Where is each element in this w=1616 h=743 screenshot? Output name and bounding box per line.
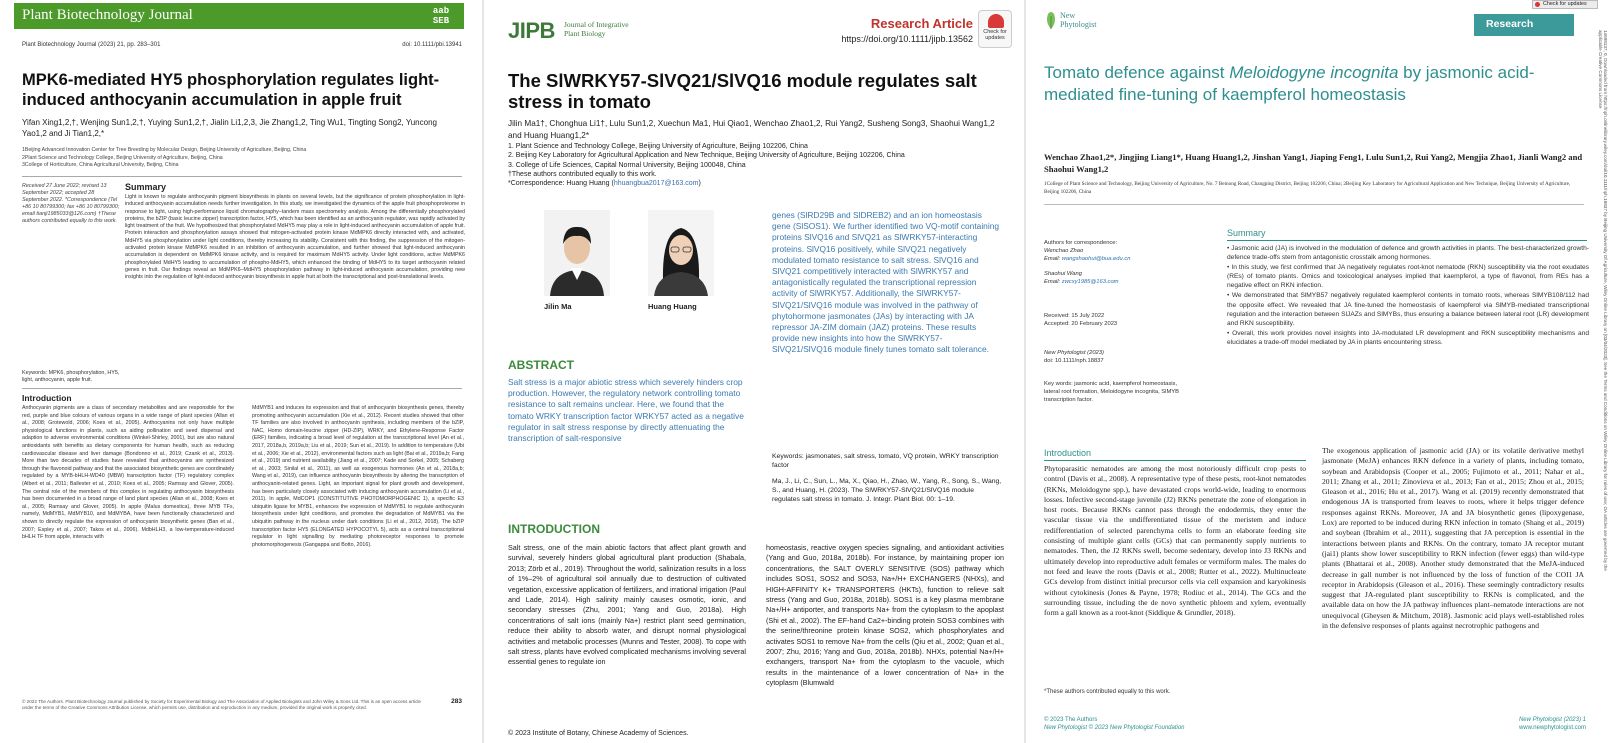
author-list: Wenchao Zhao1,2*, Jingjing Liang1*, Huang Huang1,2, Jinshan Yang1, Jiaping Feng1, Lulu Sun1,2, Rui Yang2, Mengjia Zhao1, Jianli Wang2 and Shaohui Wang1,2 xyxy=(1044,152,1583,174)
journal-page-line: New Phytologist (2023) 1 xyxy=(1518,717,1586,723)
aab-seb-logo: aab SEB xyxy=(432,6,450,26)
affiliations xyxy=(508,142,998,188)
summary-heading: Summary xyxy=(125,182,167,192)
intro-column-2: homeostasis, reactive oxygen species signaling, and antioxidant activities (Yang and Guo, 2018a, 2018b). For instance, by maintaining proper ion concentrations, the SALT OVERLY SENSITIVE (SOS) pathway which includes SOS1, SOS2 and SOS3, Na+/H+ EXCHANGERS (NHXs), and HIGH-AFFINITY K+ TRANSPORTERS (HKTs), function to relieve salt stress (Yang and Guo, 2018a, 2018b). SOS1 is a key plasma membrane Na+/H+ antiporter, and transports Na+ from the cytoplasm to the apoplast (Shi et al., 2002). The EF-hand Ca2+-binding protein SOS3 combines with the serine/threonine protein kinase SOS2, which phosphorylates and activates SOS1 to remove Na+ from the cells (Qiu et al., 2002; Quan et al., 2007; Zhu, 2016; Yang and Guo, 2018a, 2018b). NHXs, potential Na+/H+ exchangers, transport Na+ from the cytoplasm to the vacuole, which results in the maintenance of a lower concentration of Na+ in the cytoplasm (Blumwald xyxy=(766,543,1004,688)
photo-caption: Jilin Ma xyxy=(544,302,572,311)
correspondence-end: ) xyxy=(698,180,701,188)
download-side-strip: 14698137, 0, Downloaded from https://nph.onlinelibrary.wiley.com/doi/10.1111/nph.18837 by Beijing University Of Agriculture, Wiley Online Library on [03/04/2023]. See the Terms and Conditions on Wiley Online Library for rules of use; OA articles are governed by the applicable Creative Commons License xyxy=(1598,30,1608,571)
summary-point: • In this study, we first confirmed that JA negatively regulates root-knot nematode (RKN) susceptibility via the root exudates (REs) of tomato plants. Omics and toxicological analyses implied that kaempferol, a type of flavonol, from REs has a negative effect on RKN infection. xyxy=(1227,264,1589,290)
copyright-line: New Phytologist © 2023 New Phytologist Foundation xyxy=(1044,725,1185,731)
updates-badge-icon xyxy=(988,14,1004,28)
updates-label: Check for updates xyxy=(983,29,1007,41)
affiliation: 1. Plant Science and Technology College, Beijing University of Agriculture, Beijing 102206, China xyxy=(508,143,808,150)
divider xyxy=(22,176,462,177)
new-phytologist-article-page xyxy=(1034,0,1616,743)
copyright-footer xyxy=(1044,716,1185,732)
summary-point: • Jasmonic acid (JA) is involved in the modulation of defence and growth activities in plants. The best-characterized growth-defence trade-offs stem from antagonistic crosstalk among hormones. xyxy=(1227,245,1589,262)
author-photo-huang-huang xyxy=(648,210,714,296)
author-list: Yifan Xing1,2,†, Wenjing Sun1,2,†, Yuying Sun1,2,†, Jialin Li1,2,3, Jie Zhang1,2, Ting Wu1, Tingting Song2, Yuncong Yao1,2 and Ji Tian1,2,* xyxy=(22,118,437,138)
correspondence xyxy=(508,179,998,188)
journal-name: Plant Biotechnology Journal xyxy=(22,7,193,23)
jipb-logo: JIPB xyxy=(508,18,555,43)
journal-banner xyxy=(14,3,464,29)
copyright-footer: © 2023 Institute of Botany, Chinese Academy of Sciences. xyxy=(508,730,689,737)
intro-column-2: The exogenous application of jasmonic acid (JA) or its volatile derivative methyl jasmonate (MeJA) enhances RKN defence in a variety of plants, including tomato, soybean and Arabidopsis (Cooper et al., 2005; Fujimoto et al., 2011; Nahar et al., 2011; Zhang et al., 2011; Zinovieva et al., 2013; Fan et al., 2015; Zhou et al., 2015; Gleason et al., 2016; Hu et al., 2017). Wang et al. (2019) recently demonstrated that endogenous JA is transported from leaves to roots, where it helps trigger defence responses against RKNs. Moreover, JA and JA biosynthetic genes (lipoxygenase, Lox) are reported to be induced during RKN infection in tomato (Shang et al., 2019) and soybean (Ibrahim et al., 2011), suggesting that JA perception is essential in the interactions between plants and RKNs. On the contrary, tomato JA receptor mutant (jai1) plants show lower susceptibility to RKN infection (fewer eggs) than wild-type plants (Bhattarai et al., 2008). Another study demonstrated that the MeJA-induced decrease in gall number is not influenced by the loss of function of the COI1 JA receptor in Arabidopsis (Gleason et al., 2016). These seemingly contradictory results suggest that JA-regulated plant susceptibility to RKNs is complicated, and the available data on how the JA pathway influences plant–nematode interactions are not unequivocal (Gheysen & Mitchum, 2018). Jasmonic acid plays well-established roles in the defensive responses of plants against necrotrophic pathogens and xyxy=(1322,446,1584,631)
journal-name xyxy=(564,20,629,38)
corresponding-author: Shaohui Wang xyxy=(1044,271,1082,278)
article-type: Research Article xyxy=(870,16,973,31)
journal-citation: New Phytologist (2023) xyxy=(1044,350,1104,356)
page-separator xyxy=(482,0,484,743)
doi: doi: 10.1111/pbi.13941 xyxy=(402,42,462,48)
journal-name-line: Plant Biology xyxy=(564,29,606,38)
pbj-article-page xyxy=(0,0,474,743)
received-dates: Received 27 June 2022; revised 13 September 2022; accepted 28 September 2022. *Correspondence (Tel +86 10 80799300; fax +86 10 80799300; email tianji1985033@126.com) †These authors contributed equally to this work. xyxy=(22,183,120,224)
journal-website-link[interactable]: www.newphytologist.com xyxy=(1518,725,1586,731)
summary-point: • We demonstrated that SlMYB57 negatively regulated kaempferol contents in tomato roots, whereas SlMYB108/112 had the opposite effect. We revealed that JA fine-tuned the homeostasis of kaempferol via SlMYB-mediated transcriptional regulation and the interaction between SlJAZs and SlMYBs, thus ensuring a balance between lateral root (LR) development and RKN susceptibility. xyxy=(1227,292,1589,327)
correspondence-block xyxy=(1044,240,1184,287)
correspondence-email-link[interactable]: hhuangbua2017@163.com xyxy=(613,180,699,188)
title-part: by jasmonic acid-mediated fine-tuning of kaempferol homeostasis xyxy=(1044,63,1535,104)
email-link[interactable]: wangshaohui@bua.edu.cn xyxy=(1061,255,1131,262)
jipb-article-page xyxy=(492,0,1015,743)
dates xyxy=(1044,313,1184,329)
intro-column-2: MdMYB1 and induces its expression and that of anthocyanin biosynthesis genes, thereby promoting anthocyanin accumulation (Xie et al., 2012). Recent studies showed that other TF families are also involved in anthocyanin synthesis, including members of the bZIP, NAC, Homo domain-leucine zipper (HD-ZIP), WRKY, and Ethylene-Response Factor (ERF) families, indicating a broad level of regulation at the transcriptional level (An et al., 2017, 2018a,b, 2019a,b; Liu et al., 2019; Sun et al., 2019). In addition to temperature (Ubi et al., 2006; Xie et al., 2012), environmental factors such as light (Bai et al., 2019a,b; Fang et al., 2019) and nutrient availability (Jiang et al., 2007; Kade and Sorkel, 2005; Schaberg et al., 2003; Sinilal et al., 2011), as well as exogenous hormones (An et al., 2018a,b; Wang et al., 2019), can influence anthocyanin biosynthesis by altering the transcription of anthocyanin-related genes. Light, an important signal for plant growth and development, has been particularly closely associated with inducing anthocyanin accumulation (Li et al., 2011). In apple, MdCOP1 (CONSTITUTIVE PHOTOMORPHOGENIC 1), a specific E3 ubiquitin ligase for MYB1, enhances the expression of MdMYB1 to regulate anthocyanin biosynthesis under light conditions, and promotes the degradation of MdMYB1 via the ubiquitin pathway in the nucleus under dark conditions (Li et al., 2012, 2018). The bZIP transcription factor HY5 (ELONGATED HYPOCOTYL 5), acts as a central transcriptional regulator in light signalling by mediating photoreceptor responses to promote photomorphogenesis (Gangappa and Botto, 2016). xyxy=(252,405,464,548)
page-separator xyxy=(1024,0,1026,743)
email-label: Email: xyxy=(1044,255,1062,262)
intro-column-1: Salt stress, one of the main abiotic factors that affect plant growth and survival, severely hinders global agricultural plant production (Shabala, 2013; Zörb et al., 2019). Throughout the world, salinization results in a loss of 1%–2% of agricultural soil annually due to destruction of cultivated vegetation, excessive application of fertilizers, and irrational irrigation (Paul and Lade, 2014). High salinity mainly causes osmotic, ionic, and secondary stresses (Zhu, 2001; Yang and Guo, 2018a). High concentrations of salt ions (mainly Na+) restrict plant seed germination, reduce their ability to absorb water, and disrupt normal physiological activities and metabolic processes (Munns and Tester, 2008). To cope with salt stress, plants have evolved complicated mechanisms involving several essential genes to regulate ion xyxy=(508,543,746,667)
intro-column-1: Phytoparasitic nematodes are among the most notoriously difficult crop pests to control (Davis et al., 2008). A representative type of these pests, root-knot nematodes (RKNs, Meloidogyne spp.), have devastated crops world-wide, leading to enormous losses. Infective second-stage juvenile (J2) RKNs penetrate the zone of elongation in host roots. Because RKNs cannot pass through the endodermis, they enter the vascular tissue via the undifferentiated tissue of the meristem and induce redifferentiation of selected parenchyma cells to form an elaborate feeding site consisting of multiple giant cells (GCs) that can permanently supply nutrients to nematodes. Then, the J2 RKNs swell, become sedentary, develop into J3 RKNs and ultimately develop into reproductive adult females or vermiform males. The males do not feed and leave the roots (Davis et al., 2008; Rutter et al., 2022). Multinucleate GCs develop from distinct initial precursor cells via cell expansion and karyokinesis without cytokinesis (Jones & Payne, 1978; Rodiuc et al., 2014). The GCs and the surrounding tissue, including the de novo synthetic phloem and xylem, eventually form a gall known as a root-knot (Siddique & Grundler, 2018). xyxy=(1044,464,1306,618)
updates-label: Check for updates xyxy=(1543,1,1587,7)
doi: doi: 10.1111/nph.18837 xyxy=(1044,357,1104,364)
journal-info xyxy=(1044,350,1184,366)
doi-link[interactable]: https://doi.org/10.1111/jipb.13562 xyxy=(841,34,973,44)
title-part: Tomato defence against xyxy=(1044,63,1230,82)
new-phytologist-leaf-icon xyxy=(1044,10,1058,30)
divider xyxy=(1227,240,1587,241)
intro-column-1: Anthocyanin pigments are a class of secondary metabolites and are responsible for the red, purple and blue colours of various organs in a wide range of plant species (Allan et al., 2008; Grotewold, 2006; Koes et al., 2005). Anthocyanins not only have multiple physiological functions in plants, such as aiding pollination and seed dispersal and adaption to adverse environmental conditions (Winkel-Shirley, 2001), but are also natural antioxidants with benefits as dietary components for human health, such as reducing cardiovascular disease and liver damage (Bondonno et al., 2019; Czank et al., 2013). More than two decades of studies have revealed that anthocyanins are synthesized through the flavonoid pathway and that the associated biosynthetic genes are coordinately regulated by a MYB-bHLH-WD40 (MBW) transcription factor (TF) regulatory complex (Albert et al., 2011; Ballester et al., 2010; Koes et al., 2005; Ramsay and Glover, 2005). The central role of the members of this complex in regulating anthocyanin biosynthesis has been documented in a broad range of land plant species (Allan et al., 2008; Koes et al., 2005; Ramsay and Glover, 2005). In apple (Malus domestica), three MYB TFs, namely, MdMYB1, MdMYB10, and MdMYBA, have been functionally characterized and shown to directly regulate the expression of anthocyanin biosynthetic genes (Ban et al., 2007; Espley et al., 2007; Takos et al., 2006). MdbHLH3, a low-temperature-induced bHLH TF from apple, interacts with xyxy=(22,405,234,541)
photo-caption: Huang Huang xyxy=(648,302,697,311)
received-date: Received: 15 July 2022 xyxy=(1044,313,1105,319)
introduction-heading: Introduction xyxy=(22,393,72,403)
title-species: Meloidogyne incognita xyxy=(1229,63,1399,82)
footnote: *These authors contributed equally to this work. xyxy=(1044,689,1171,695)
journal-footer xyxy=(1519,716,1586,732)
introduction-heading: Introduction xyxy=(1044,448,1092,458)
article-title: The SlWRKY57-SlVQ21/SlVQ16 module regulates salt stress in tomato xyxy=(508,70,977,112)
abstract-text-right: genes (SlRD29B and SlDREB2) and an ion homeostasis gene (SlSOS1). We further identified two VQ-motif containing proteins SlVQ16 and SlVQ21 as SlWRKY57-interacting proteins. SlVQ16 positively, while SlVQ21 negatively modulated tomato resistance to salt stress. SlVQ16 and SlVQ21 competitively interacted with SlWRKY57 and antagonistically regulated the transcriptional repression activity of SlWRKY57. Additionally, the SlWRKY57-SlVQ21/SlVQ16 module was involved in the pathway of phytohormone jasmonates (JAs) by interacting with JA repressor JA-ZIM domain (JAZ) proteins. These results provide new insights into how the SlWRKY57-SlVQ21/SlVQ16 module finely tunes tomato salt tolerance. xyxy=(772,210,1000,355)
summary-text: Light is known to regulate anthocyanin pigment biosynthesis in plants on several levels, but the significance of protein phosphorylation in light-induced anthocyanin accumulation needs further investigation. In this study, we investigated the dynamics of the apple fruit phosphoproteome in response to light, using high-performance liquid chromatography–tandem mass spectrometry analysis. Among the differentially phosphorylated proteins, the bZIP (basic leucine zipper) transcription factor, HY5, which has been identified as an anthocyanin regulator, was rapidly activated by light treatment of the fruit. We hypothesized that phosphorylated MdHY5 may play a role in light-induced anthocyanin accumulation of apple fruit. Protein interaction and phosphorylation assays showed that mitogen-activated protein kinase MdMPK6 directly interacted with, and activated, MdHY5 via phosphorylation under light conditions, thereby increasing its stability. Consistent with this finding, the suppression of the mitogen-activated protein kinase MdMPK6 resulted in an inhibition of anthocyanin accumulation, and further showed that light-induced anthocyanin accumulation is dependent on MdMPK6 kinase activity, and is required for maximum MdHY5 activity. Under light conditions, active MdMPK6 phosphorylated MdHY5 leading to accumulation of phospho-MdHY5, which enhanced the binding of MdHY5 to its target anthocyanin related genes in fruit. Our findings reveal an MdMPK6–MdHY5 phosphorylation pathway in light-induced anthocyanin accumulation, providing new insights into the regulation of light-induced anthocyanin biosynthesis in apple fruit at both the transcriptional and post-translational levels. xyxy=(125,194,465,281)
summary-text xyxy=(1227,244,1589,426)
keywords: Keywords: MPK6, phosphorylation, HY5, light, anthocyanin, apple fruit. xyxy=(22,370,120,383)
affiliations: 1College of Plant Science and Technology, Beijing University of Agriculture, No. 7 Beinong Road, Changping District, Beijing 102206, China; 2Beijing Key Laboratory for Agricultural Application and New Technique, Beijing University of Agriculture, Beijing 102206, China xyxy=(1044,181,1571,195)
journal-name-line: Journal of Integrative xyxy=(564,20,629,29)
author-photo-jilin-ma xyxy=(544,210,610,296)
summary-heading: Summary xyxy=(1227,228,1266,238)
article-title: MPK6-mediated HY5 phosphorylation regulates light-induced anthocyanin accumulation in apple fruit xyxy=(22,71,440,109)
page-number: 283 xyxy=(451,698,462,705)
email-label: Email: xyxy=(1044,279,1062,286)
introduction-heading: INTRODUCTION xyxy=(508,522,600,536)
affiliation: 3. College of Life Sciences, Capital Normal University, Beijing 100048, China xyxy=(508,161,746,169)
affiliation: 1Beijing Advanced Innovation Center for Tree Breeding by Molecular Design, Beijing University of Agriculture, Beijing, China xyxy=(22,147,307,153)
abstract-heading: ABSTRACT xyxy=(508,358,574,372)
copyright-line: © 2023 The Authors xyxy=(1044,717,1098,723)
journal-name xyxy=(1060,11,1096,29)
journal-name-line: Phytologist xyxy=(1060,20,1097,29)
correspondence-label: Authors for correspondence: xyxy=(1044,240,1118,246)
email-link[interactable]: zwcxy1985@163.com xyxy=(1061,279,1119,286)
keywords: Key words: jasmonic acid, kaempferol homeostasis, lateral root formation, Meloidogyne incognita, SlMYB transcription factor. xyxy=(1044,381,1180,403)
check-for-updates-button[interactable] xyxy=(978,10,1012,48)
affiliation: 2Plant Science and Technology College, Beijing University of Agriculture, Beijing, China xyxy=(22,154,223,161)
abstract-text-left: Salt stress is a major abiotic stress which severely hinders crop production. However, the regulatory network controlling tomato resistance to salt remains unclear. Here, we found that the tomato WRKY transcription factor WRKY57 acted as a negative regulator in salt stress response by directly attenuating the transcription of salt-responsive xyxy=(508,377,744,444)
journal-name-line: New xyxy=(1060,11,1076,20)
author-list: Jilin Ma1†, Chonghua Li1†, Lulu Sun1,2, Xuechun Ma1, Hui Qiao1, Wenchao Zhao1,2, Rui Yang2, Susheng Song3, Shaohui Wang1,2 and Huang Huang1,2* xyxy=(508,119,995,140)
updates-dot-icon xyxy=(1535,2,1540,7)
article-title xyxy=(1044,62,1584,106)
citation-meta: Plant Biotechnology Journal (2023) 21, pp. 283–301 xyxy=(22,42,161,48)
keywords: Keywords: jasmonates, salt stress, tomato, VQ protein, WRKY transcription factor xyxy=(772,453,999,469)
affiliation: 3College of Horticulture, China Agricultural University, Beijing, China xyxy=(22,162,179,168)
affiliation: 2. Beijing Key Laboratory for Agricultural Application and New Technique, Beijing University of Agriculture, Beijing 102206, China xyxy=(508,152,905,160)
accepted-date: Accepted: 20 February 2023 xyxy=(1044,320,1118,327)
check-for-updates-button[interactable] xyxy=(1532,0,1598,9)
citation: Ma, J., Li, C., Sun, L., Ma, X., Qiao, H., Zhao, W., Yang, R., Song, S., Wang, S., and Huang, H. (2023). The SlWRKY57-SlVQ21/SlVQ16 module regulates salt stress in tomato. J. Integr. Plant Biol. 00: 1–19. xyxy=(772,478,1002,503)
summary-point: • Overall, this work provides novel insights into JA-modulated LR development and RKN susceptibility mechanisms and elucidates a trade-off model mediated by JA in plants encountering stress. xyxy=(1227,329,1589,346)
license-footer: © 2022 The Authors. Plant Biotechnology Journal published by Society for Experimental Biology and The Association of Applied Biologists and John Wiley & Sons Ltd. This is an open access article under the terms of the Creative Commons Attribution License, which permits use, distribution and reproduction in any medium, provided the original work is properly cited. xyxy=(22,699,421,710)
affiliations xyxy=(22,147,462,170)
divider xyxy=(1044,460,1306,461)
correspondence-email xyxy=(1044,256,1184,264)
corresponding-author: Wenchao Zhao xyxy=(1044,247,1084,254)
equal-contribution-note: †These authors contributed equally to this work. xyxy=(508,170,657,178)
divider xyxy=(1044,204,1584,205)
divider xyxy=(22,388,462,389)
correspondence-label: *Correspondence: Huang Huang ( xyxy=(508,180,614,188)
article-type-tab: Research xyxy=(1474,14,1574,36)
correspondence-email xyxy=(1044,279,1184,287)
